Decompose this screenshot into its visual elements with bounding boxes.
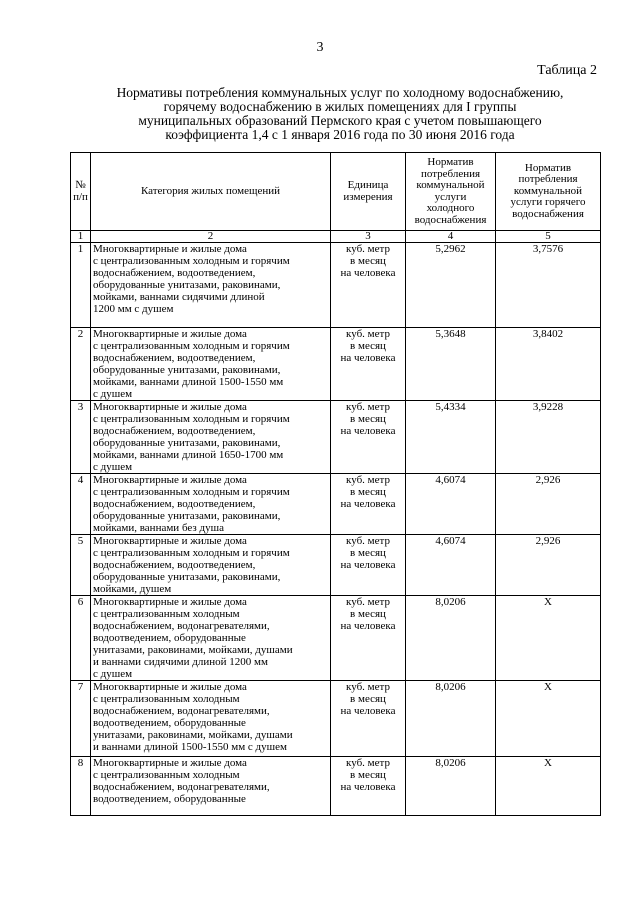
row-cold-value: 8,0206 [406,681,496,757]
row-hot-value: 3,8402 [496,328,601,401]
column-number: 3 [331,231,406,243]
header-index: № п/п [71,153,91,231]
header-cold-water-norm: Норматив потребления коммунальной услуги холодного водоснабжения [406,153,496,231]
row-hot-value: Х [496,681,601,757]
row-unit: куб. метр в месяц на человека [331,681,406,757]
row-unit: куб. метр в месяц на человека [331,243,406,328]
row-category: Многоквартирные и жилые дома с централизованным холодным и горячим водоснабжением, водоотведением, оборудованные унитазами, раковинами, мойками, ваннами сидячими длиной 1200 мм с душем [91,243,331,328]
table-row [71,535,601,596]
row-index: 8 [71,757,91,816]
row-cold-value: 5,2962 [406,243,496,328]
row-unit: куб. метр в месяц на человека [331,757,406,816]
column-number: 1 [71,231,91,243]
row-category: Многоквартирные и жилые дома с централизованным холодным водоснабжением, водонагревателями, водоотведением, оборудованные унитазами, раковинами, мойками, душами и ваннами сидячими длиной 1200 мм с душем [91,596,331,681]
column-numbers-row [71,231,601,243]
row-hot-value: 3,9228 [496,401,601,474]
table-row [71,401,601,474]
row-unit: куб. метр в месяц на человека [331,401,406,474]
row-index: 6 [71,596,91,681]
row-index: 2 [71,328,91,401]
row-cold-value: 4,6074 [406,474,496,535]
row-hot-value: Х [496,757,601,816]
row-cold-value: 5,4334 [406,401,496,474]
table-label: Таблица 2 [537,63,597,78]
column-number: 5 [496,231,601,243]
row-unit: куб. метр в месяц на человека [331,596,406,681]
row-category: Многоквартирные и жилые дома с централизованным холодным и горячим водоснабжением, водоотведением, оборудованные унитазами, раковинами, мойками, ваннами длиной 1650-1700 мм с душем [91,401,331,474]
row-category: Многоквартирные и жилые дома с централизованным холодным водоснабжением, водонагревателями, водоотведением, оборудованные [91,757,331,816]
norms-table [70,152,601,816]
row-unit: куб. метр в месяц на человека [331,328,406,401]
row-cold-value: 4,6074 [406,535,496,596]
row-cold-value: 5,3648 [406,328,496,401]
column-number: 2 [91,231,331,243]
row-hot-value: 3,7576 [496,243,601,328]
row-index: 1 [71,243,91,328]
row-hot-value: Х [496,596,601,681]
row-unit: куб. метр в месяц на человека [331,535,406,596]
table-row [71,474,601,535]
table-row [71,596,601,681]
row-cold-value: 8,0206 [406,757,496,816]
row-index: 5 [71,535,91,596]
row-unit: куб. метр в месяц на человека [331,474,406,535]
row-cold-value: 8,0206 [406,596,496,681]
column-number: 4 [406,231,496,243]
row-category: Многоквартирные и жилые дома с централизованным холодным и горячим водоснабжением, водоотведением, оборудованные унитазами, раковинами, мойками, ваннами длиной 1500-1550 мм с душем [91,328,331,401]
row-category: Многоквартирные и жилые дома с централизованным холодным водоснабжением, водонагревателями, водоотведением, оборудованные унитазами, раковинами, мойками, душами и ваннами длиной 1500-1550 мм с душем [91,681,331,757]
row-index: 3 [71,401,91,474]
header-unit: Единица измерения [331,153,406,231]
row-hot-value: 2,926 [496,474,601,535]
header-hot-water-norm: Норматив потребления коммунальной услуги горячего водоснабжения [496,153,601,231]
row-category: Многоквартирные и жилые дома с централизованным холодным и горячим водоснабжением, водоотведением, оборудованные унитазами, раковинами, мойками, душем [91,535,331,596]
table-row [71,328,601,401]
table-row [71,757,601,816]
table-header-row [71,153,601,231]
header-category: Категория жилых помещений [91,153,331,231]
table-row [71,243,601,328]
row-index: 4 [71,474,91,535]
row-index: 7 [71,681,91,757]
table-row [71,681,601,757]
document-title: Нормативы потребления коммунальных услуг по холодному водоснабжению, горячему водоснабжению в жилых помещениях для I группы муниципальных образований Пермского края с учетом повышающего коэффициента 1,4 с 1 января 2016 года по 30 июня 2016 года [116,85,564,142]
row-category: Многоквартирные и жилые дома с централизованным холодным и горячим водоснабжением, водоотведением, оборудованные унитазами, раковинами, мойками, ваннами без душа [91,474,331,535]
page-number: 3 [316,40,324,55]
row-hot-value: 2,926 [496,535,601,596]
